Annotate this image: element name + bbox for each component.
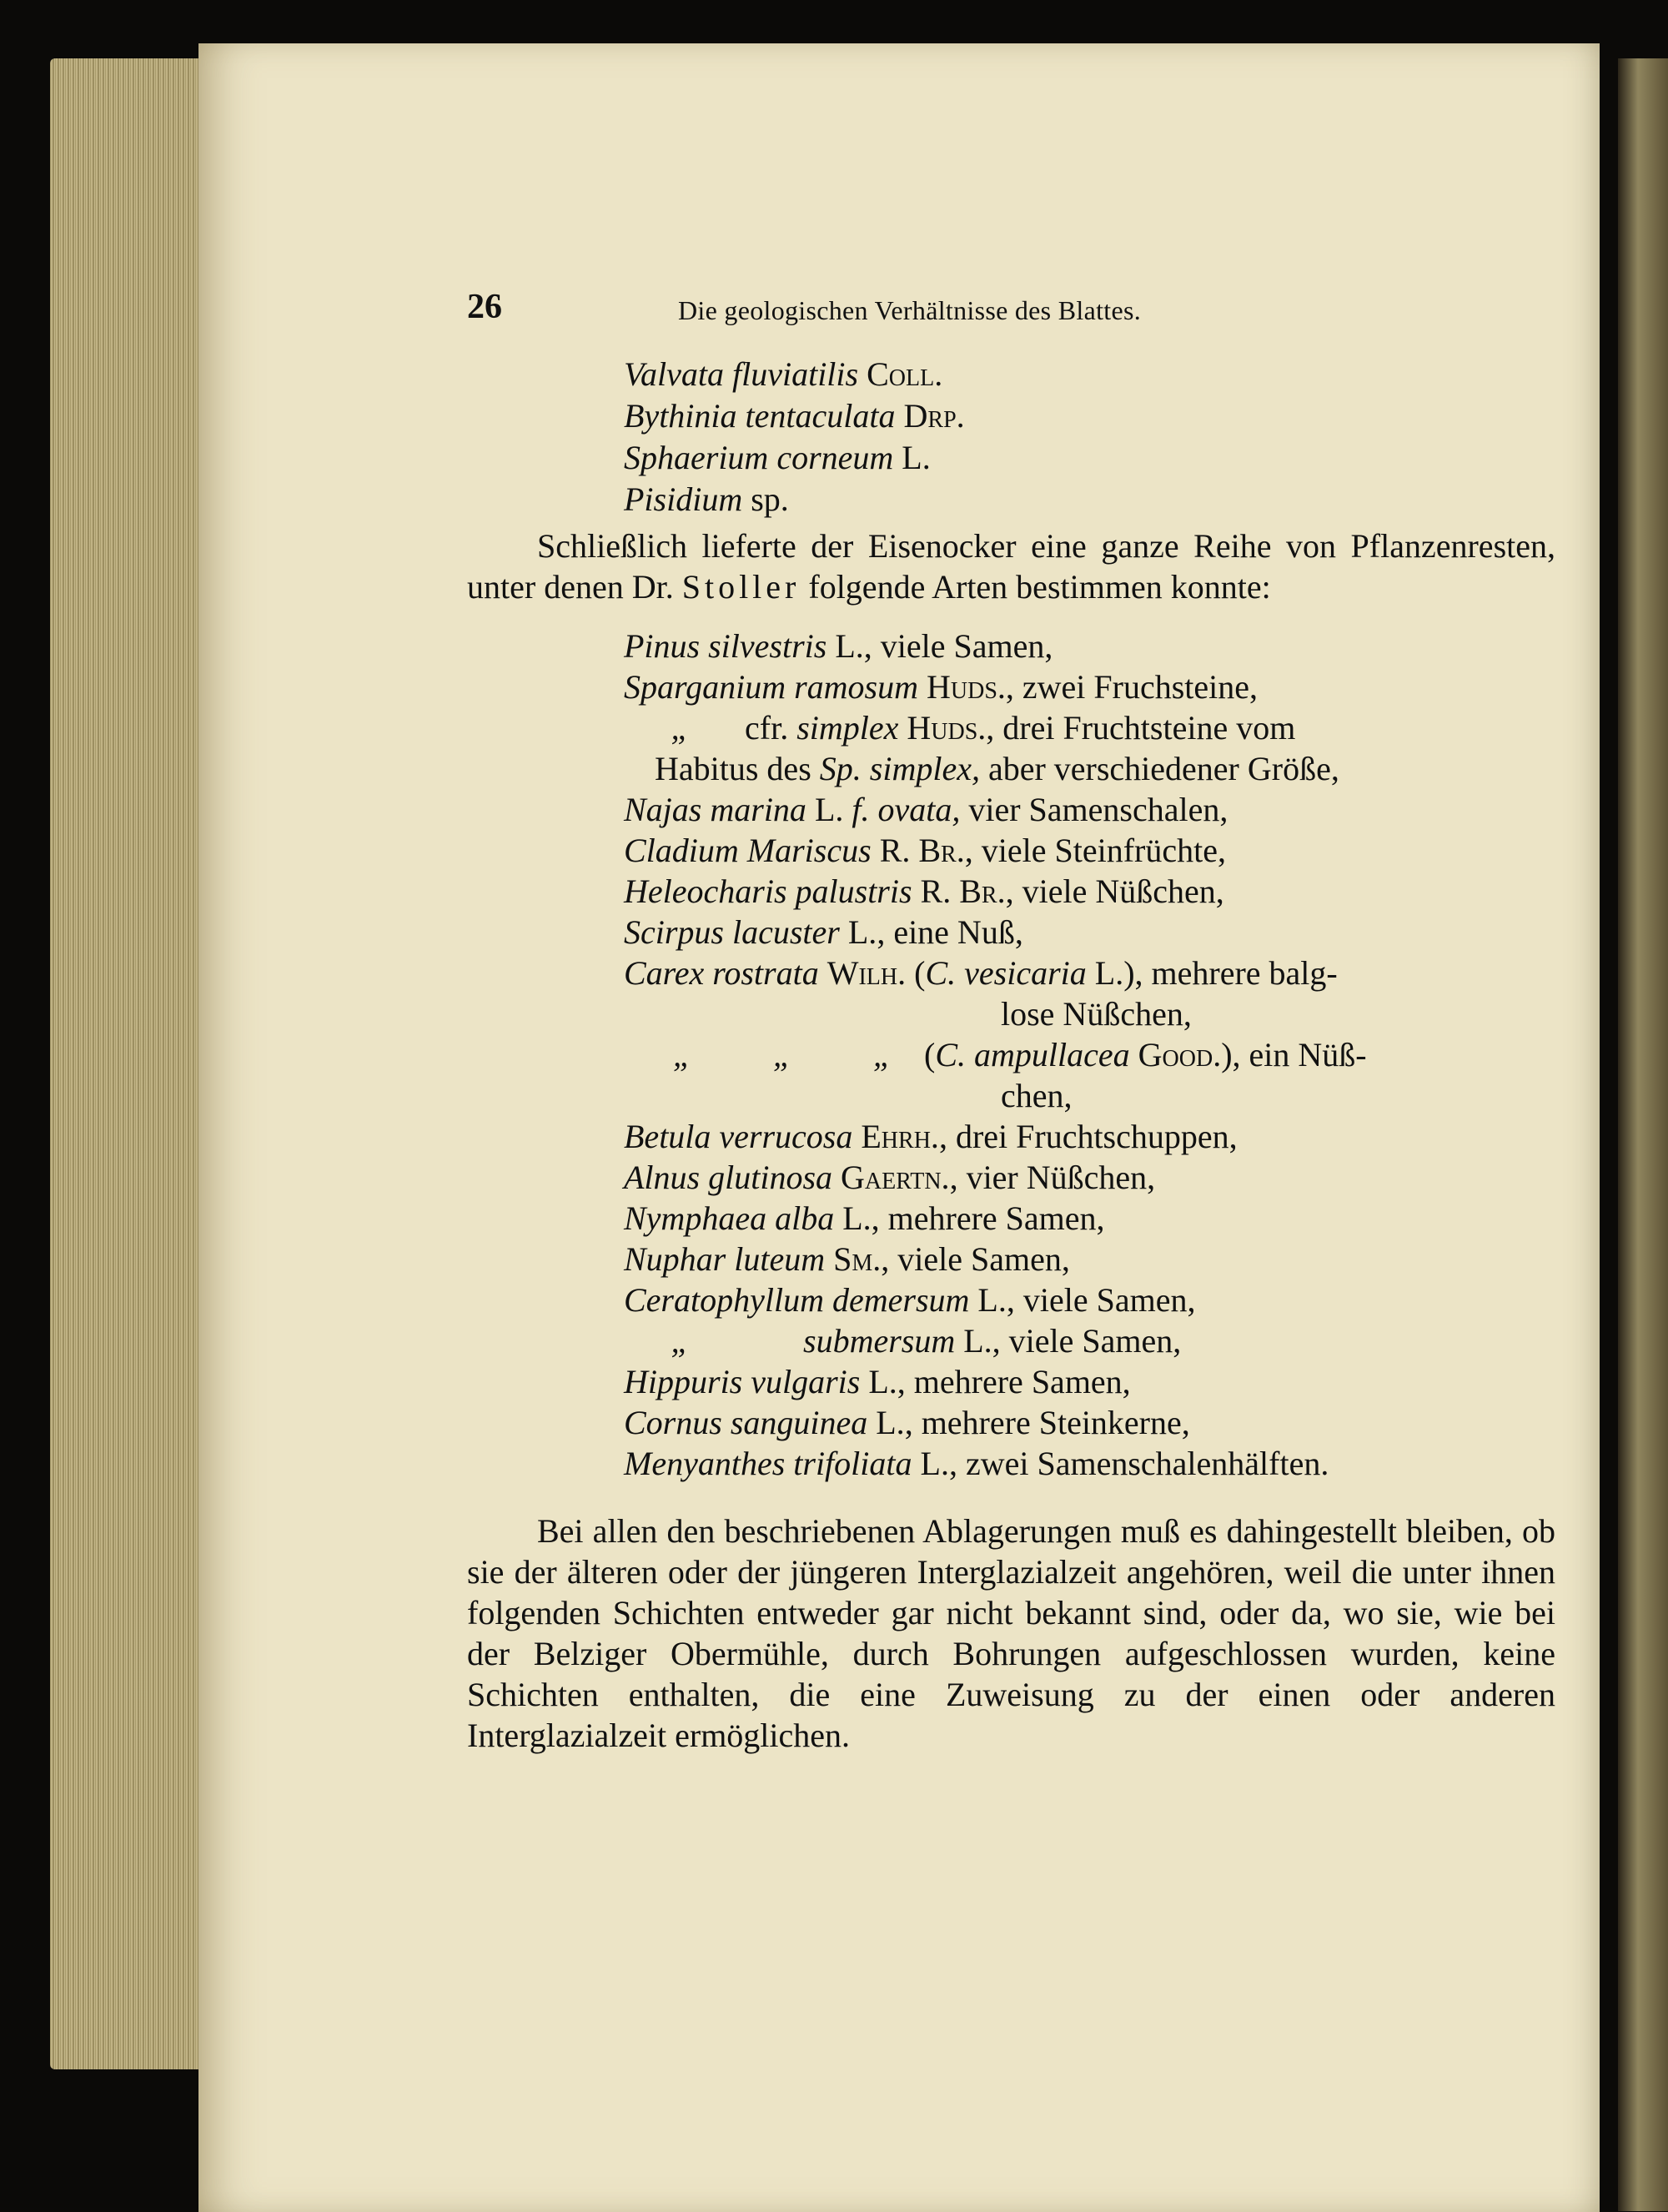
plant-name: Ceratophyllum demersum [624, 1281, 970, 1319]
species-author: Coll. [867, 355, 943, 393]
plant-name: Nuphar luteum [624, 1240, 826, 1278]
plant-note: ein Nüß- [1248, 1036, 1367, 1073]
running-head: Die geologischen Verhältnisse des Blattes. [678, 295, 1142, 325]
species-author: Drp. [903, 397, 965, 435]
list-item: „ „ „ (C. ampullacea Good.), ein Nüß- [624, 1034, 1555, 1075]
plant-name: simplex [796, 709, 899, 747]
page-number: 26 [467, 288, 502, 326]
plant-note: , mehrere Steinkerne, [904, 1404, 1190, 1441]
plant-author: Gaertn. [841, 1159, 950, 1196]
plant-author: Huds. [907, 709, 987, 747]
plant-author: L. [868, 1363, 897, 1400]
book-page [198, 43, 1600, 2212]
plant-name: Carex rostrata [624, 954, 819, 992]
plant-note: aber verschiedener Größe, [987, 750, 1339, 787]
species-name: Pisidium [624, 480, 743, 518]
list-item [624, 1198, 1555, 1239]
plant-form: f. ovata, [852, 791, 961, 828]
plant-author: Huds. [927, 668, 1006, 706]
list-item [624, 437, 1555, 479]
plant-name: Cladium Mariscus [624, 832, 872, 869]
plant-note: , mehrere Samen, [897, 1363, 1131, 1400]
plant-author: L. [876, 1404, 905, 1441]
plant-author: Sm. [833, 1240, 882, 1278]
plant-note: , mehrere Samen, [871, 1199, 1105, 1237]
plant-author: R. Br. [920, 872, 1006, 910]
list-item [624, 354, 1555, 395]
plant-author: Wilh. [826, 954, 907, 992]
plant-note: , viele Samen, [992, 1322, 1182, 1360]
plant-author: L. [847, 913, 877, 951]
list-item [624, 871, 1555, 912]
mollusc-species-list [624, 354, 1555, 520]
plant-author: L. [977, 1281, 1007, 1319]
plant-name: Sparganium ramosum [624, 668, 918, 706]
plant-note: , viele Nüßchen, [1005, 872, 1224, 910]
species-author: L. [902, 439, 931, 476]
plant-note: , zwei Fruchsteine, [1005, 668, 1259, 706]
list-item [624, 1320, 1555, 1361]
page-content [467, 277, 1555, 1756]
plant-author: L. [814, 791, 844, 828]
list-item [624, 1361, 1555, 1402]
ditto-mark: „ [772, 1036, 792, 1073]
list-item [624, 1279, 1555, 1320]
plant-species-list [467, 626, 1555, 1484]
list-item [624, 626, 1555, 666]
synonym-name: C. ampullacea [935, 1036, 1130, 1073]
plant-note: , viele Samen, [881, 1240, 1070, 1278]
plant-author: Ehrh. [861, 1118, 939, 1155]
list-item [624, 1239, 1555, 1279]
right-page-edge [1618, 58, 1668, 2211]
plant-name: submersum [803, 1322, 956, 1360]
list-item [624, 666, 1555, 707]
closing-paragraph: Bei allen den beschriebenen Ablagerungen muß es dahingestellt bleiben, ob sie der älteren oder der jüngeren Interglazialzeit angehören, weil die unter ihnen folgenden Schichten entweder gar nicht bekannt sind, oder da, wo sie, wie bei der Belziger Obermühle, durch Bohrungen aufgeschlossen wurden, keine Schichten enthalten, die eine Zuweisung zu der einen oder anderen Interglazialzeit ermöglichen. [467, 1512, 1555, 1754]
plant-note: lose Nüßchen, [1001, 995, 1192, 1033]
page-header [467, 277, 1555, 354]
list-item [624, 707, 1555, 748]
plant-name: Sp. simplex, [819, 750, 980, 787]
list-item [1001, 993, 1555, 1034]
plant-name: Alnus glutinosa [624, 1159, 833, 1196]
plant-note: chen, [1001, 1077, 1073, 1114]
plant-note: , drei Fruchtsteine vom [986, 709, 1296, 747]
plant-name: Menyanthes trifoliata [624, 1445, 912, 1482]
list-item [624, 395, 1555, 437]
list-item [624, 830, 1555, 871]
list-item [655, 748, 1555, 789]
species-name: Sphaerium corneum [624, 439, 894, 476]
synonym-name: C. vesicaria [925, 954, 1087, 992]
intro-text-end: folgende Arten bestimmen konnte: [808, 568, 1271, 606]
plant-author: L. [963, 1322, 992, 1360]
person-name: Stoller [681, 568, 801, 606]
cfr-label: cfr. [745, 709, 789, 747]
plant-author: L. [842, 1199, 872, 1237]
list-item: Carex rostrata Wilh. (C. vesicaria L.), mehrere balg- [624, 954, 1338, 992]
list-item [624, 1116, 1555, 1157]
list-item [624, 1402, 1555, 1443]
synonym-author: Good. [1138, 1036, 1222, 1073]
plant-note: vier Samenschalen, [968, 791, 1228, 828]
ditto-mark: „ [672, 1036, 692, 1073]
ditto-mark: „ [872, 1036, 892, 1073]
species-name: Bythinia tentaculata [624, 397, 896, 435]
ditto-mark: „ [671, 1322, 690, 1360]
list-item [624, 479, 1555, 520]
plant-author: L. [920, 1445, 949, 1482]
plant-note: , drei Fruchtschuppen, [938, 1118, 1238, 1155]
list-item [624, 1157, 1555, 1198]
list-item [624, 912, 1555, 953]
plant-note: , viele Samen, [1006, 1281, 1196, 1319]
intro-paragraph [467, 525, 1555, 607]
list-item [624, 789, 1555, 830]
synonym-author: L. [1094, 954, 1124, 992]
plant-author: R. Br. [879, 832, 965, 869]
plant-note: , eine Nuß, [877, 913, 1023, 951]
plant-note: , zwei Samenschalenhälften. [948, 1445, 1329, 1482]
species-name: Valvata fluviatilis [624, 355, 859, 393]
plant-note: , viele Samen, [863, 627, 1053, 665]
plant-author: L. [835, 627, 864, 665]
plant-name: Nymphaea alba [624, 1199, 835, 1237]
list-item [624, 1443, 1555, 1484]
plant-name: Cornus sanguinea [624, 1404, 868, 1441]
plant-name: Betula verrucosa [624, 1118, 853, 1155]
plant-name: Pinus silvestris [624, 627, 827, 665]
book-page-edges [50, 58, 200, 2069]
list-item [1001, 1075, 1555, 1116]
plant-name: Heleocharis palustris [624, 872, 912, 910]
intro-text: Schließlich lieferte der Eisenocker eine ganze Reihe von Pflanzenresten, unter denen Dr. [467, 527, 1555, 606]
plant-note: Habitus des [655, 750, 811, 787]
plant-note: , viele Steinfrüchte, [964, 832, 1226, 869]
plant-name: Scirpus lacuster [624, 913, 840, 951]
plant-name: Najas marina [624, 791, 806, 828]
species-author: sp. [751, 480, 789, 518]
plant-note: , vier Nüßchen, [949, 1159, 1156, 1196]
ditto-mark: „ [671, 709, 690, 747]
plant-name: Hippuris vulgaris [624, 1363, 861, 1400]
plant-note: mehrere balg- [1151, 954, 1338, 992]
